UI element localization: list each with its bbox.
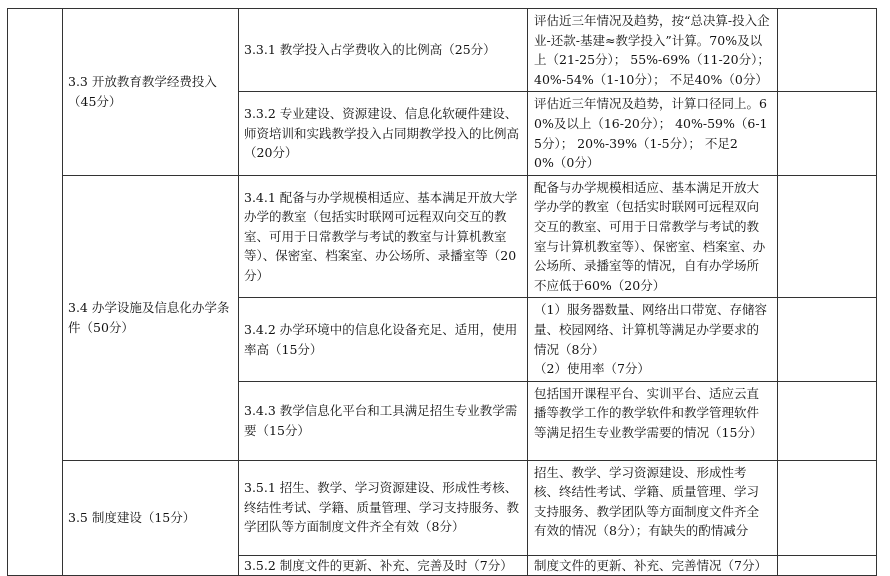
indicator-cell: 3.4.2 办学环境中的信息化设备充足、适用，使用率高（15分） — [239, 298, 528, 381]
score-cell — [778, 9, 877, 92]
indicator-cell: 3.4.1 配备与办学规模相适应、基本满足开放大学办学的教室（包括实时联网可远程双向交互的教室、可用于日常教学与考试的教室与计算机教室等）、保密室、档案室、办公场所、录播室等（20分） — [239, 175, 528, 298]
criteria-text: （2）使用率（7分） — [534, 361, 650, 377]
criteria-text: 包括国开课程平台、实训平台、适应云直播等教学工作的教学软件和教学管理软件等满足招生专业教学需要的情况（15分） — [534, 385, 763, 440]
indicator-cell: 3.3.1 教学投入占学费收入的比例高（25分） — [239, 9, 528, 92]
indicator-cell: 3.3.2 专业建设、资源建设、信息化软硬件建设、师资培训和实践教学投入占同期教学投入的比例高（20分） — [239, 92, 528, 175]
criteria-text: 配备与办学规模相适应、基本满足开放大学办学的教室（包括实时联网可远程双向交互的教室、可用于日常教学与考试的教室与计算机教室等）、保密室、档案室、办公场所、录播室等的情况，自有办学场所不应低于60%（20分） — [534, 179, 766, 293]
category-cell: 3.3 开放教育教学经费投入（45分） — [63, 9, 239, 176]
criteria-text: （1）服务器数量、网络出口带宽、存储容量、校园网络、计算机等满足办学要求的情况（8分） — [534, 302, 767, 357]
score-cell — [778, 92, 877, 175]
criteria-cell — [528, 9, 778, 92]
criteria-cell — [528, 175, 778, 298]
indicator-cell: 3.5.2 制度文件的更新、补充、完善及时（7分） — [239, 555, 528, 576]
indicator-cell: 3.4.3 教学信息化平台和工具满足招生专业教学需要（15分） — [239, 381, 528, 460]
score-cell — [778, 175, 877, 298]
category-cell: 3.4 办学设施及信息化办学条件（50分） — [63, 175, 239, 460]
table-row — [8, 9, 877, 92]
category-cell: 3.5 制度建设（15分） — [63, 460, 239, 576]
criteria-text: 招生、教学、学习资源建设、形成性考核、终结性考试、学籍、质量管理、学习支持服务、教学团队等方面制度文件齐全有效的情况（8分）；有缺失的酌情减分 — [534, 464, 760, 539]
criteria-cell — [528, 460, 778, 555]
criteria-cell — [528, 92, 778, 175]
score-cell — [778, 298, 877, 381]
score-cell — [778, 555, 877, 576]
evaluation-table — [7, 8, 877, 576]
criteria-text: 制度文件的更新、补充、完善情况（7分） — [534, 557, 767, 573]
score-cell — [778, 460, 877, 555]
criteria-cell — [528, 555, 778, 576]
criteria-text: 评估近三年情况及趋势，按“总决算-投入企业-还款-基建≈教学投入”计算。70%及以上（21-25分）； 55%-69%（11-20分）；40%-54%（1-10分）； 不足40%（0分） — [534, 13, 770, 87]
indicator-cell: 3.5.1 招生、教学、学习资源建设、形成性考核、终结性考试、学籍、质量管理、学习支持服务、教学团队等方面制度文件齐全有效（8分） — [239, 460, 528, 555]
criteria-cell — [528, 381, 778, 460]
criteria-text: 评估近三年情况及趋势，计算口径同上。60%及以上（16-20分）； 40%-59%（6-15分）； 20%-39%（1-5分）； 不足20%（0分） — [534, 96, 768, 171]
score-cell — [778, 381, 877, 460]
table-row — [8, 175, 877, 298]
table-row — [8, 460, 877, 555]
criteria-cell — [528, 298, 778, 381]
empty-cell — [8, 9, 63, 576]
